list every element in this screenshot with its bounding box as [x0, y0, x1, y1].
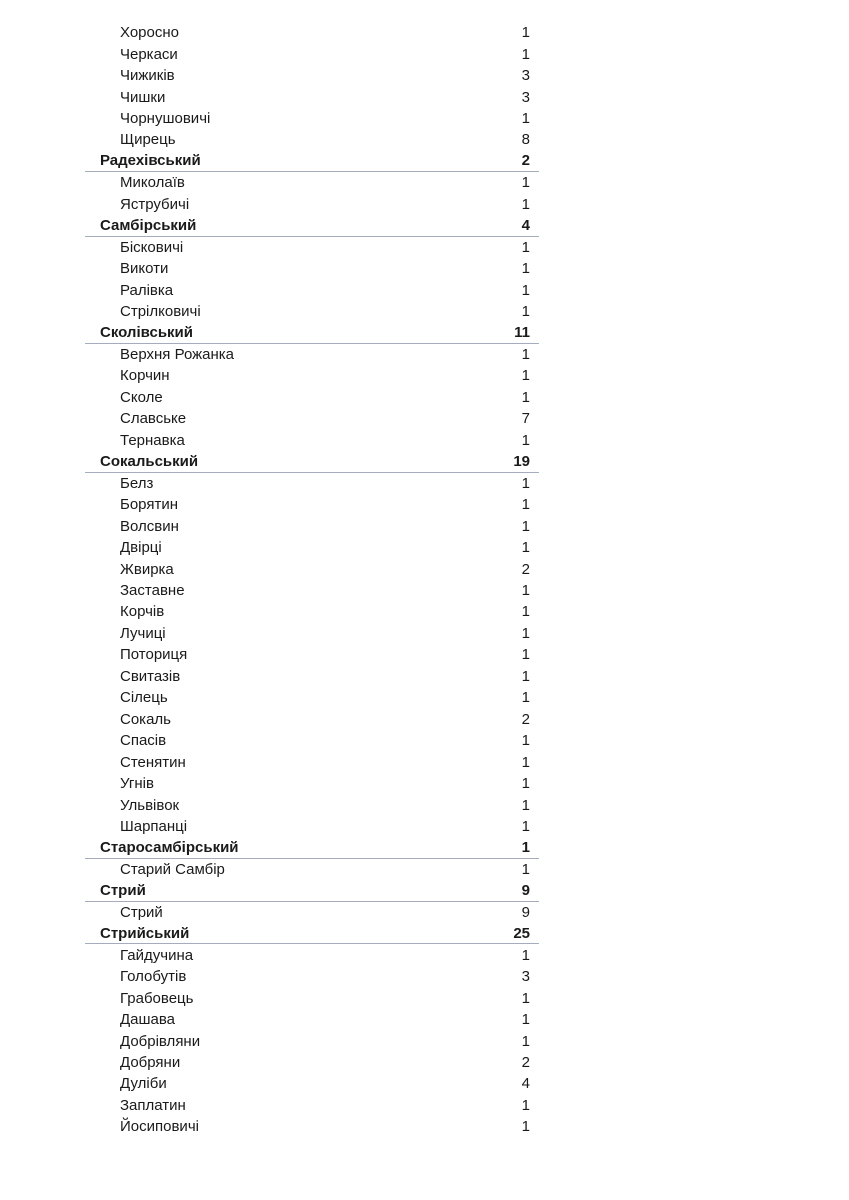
settlement-row — [85, 966, 539, 987]
count-value: 4 — [521, 1075, 530, 1093]
count-value: 11 — [514, 324, 530, 342]
settlement-name: Черкаси — [120, 45, 178, 63]
settlement-row — [85, 365, 539, 386]
settlement-row — [85, 816, 539, 837]
settlement-row — [85, 237, 539, 258]
settlement-name: Корчів — [120, 603, 165, 621]
settlement-name: Миколаїв — [120, 174, 185, 192]
district-name: Самбірський — [100, 216, 197, 234]
settlement-row — [85, 301, 539, 322]
count-value: 2 — [521, 152, 530, 170]
count-value: 1 — [521, 667, 530, 685]
settlement-row — [85, 430, 539, 451]
settlement-name: Заплатин — [120, 1096, 186, 1114]
settlement-name: Стрілковичі — [120, 303, 201, 321]
count-value: 1 — [521, 281, 530, 299]
settlement-row — [85, 1116, 539, 1137]
count-value: 8 — [521, 131, 530, 149]
count-value: 1 — [521, 946, 530, 964]
settlement-name: Грабовець — [120, 989, 194, 1007]
settlement-name: Волсвин — [120, 517, 179, 535]
count-value: 1 — [521, 1032, 530, 1050]
settlement-row — [85, 408, 539, 429]
district-name: Сокальський — [100, 452, 199, 470]
settlement-name: Чишки — [120, 88, 166, 106]
settlement-row — [85, 859, 539, 880]
settlement-name: Поториця — [120, 646, 188, 664]
settlement-row — [85, 730, 539, 751]
settlement-row — [85, 22, 539, 43]
count-value: 1 — [521, 1118, 530, 1136]
count-value: 1 — [521, 1011, 530, 1029]
settlement-name: Хоросно — [120, 24, 179, 42]
count-value: 19 — [513, 452, 530, 470]
settlement-name: Свитазів — [120, 667, 181, 685]
settlement-row — [85, 773, 539, 794]
count-value: 1 — [521, 474, 530, 492]
district-name: Стрий — [100, 881, 146, 899]
count-value: 1 — [521, 45, 530, 63]
count-value: 3 — [521, 88, 530, 106]
settlement-row — [85, 794, 539, 815]
district-row — [85, 880, 539, 901]
settlement-row — [85, 1030, 539, 1051]
settlement-row — [85, 751, 539, 772]
district-row — [85, 837, 539, 858]
settlement-row — [85, 172, 539, 193]
count-value: 1 — [521, 539, 530, 557]
settlement-row — [85, 494, 539, 515]
settlement-name: Йосиповичі — [120, 1118, 199, 1136]
settlement-row — [85, 902, 539, 923]
settlement-row — [85, 108, 539, 129]
settlement-name: Добряни — [120, 1053, 181, 1071]
settlement-name: Голобутів — [120, 968, 187, 986]
settlement-name: Верхня Рожанка — [120, 346, 235, 364]
count-value: 1 — [521, 303, 530, 321]
settlement-row — [85, 580, 539, 601]
count-value: 1 — [521, 646, 530, 664]
settlement-row — [85, 623, 539, 644]
settlement-name: Сілець — [120, 689, 168, 707]
settlement-name: Белз — [120, 474, 154, 492]
count-value: 1 — [521, 1096, 530, 1114]
settlement-row — [85, 86, 539, 107]
settlement-name: Славське — [120, 410, 187, 428]
settlement-row — [85, 43, 539, 64]
district-name: Старосамбірський — [100, 838, 239, 856]
settlement-name: Двірці — [120, 539, 162, 557]
settlement-row — [85, 709, 539, 730]
count-value: 3 — [521, 968, 530, 986]
settlement-row — [85, 1073, 539, 1094]
count-value: 3 — [521, 67, 530, 85]
district-name: Радехівський — [100, 152, 201, 170]
count-value: 1 — [521, 367, 530, 385]
settlement-row — [85, 65, 539, 86]
count-value: 1 — [521, 624, 530, 642]
district-row — [85, 215, 539, 236]
count-value: 1 — [521, 582, 530, 599]
settlement-name: Борятин — [120, 496, 179, 514]
settlement-row — [85, 344, 539, 365]
settlement-name: Яструбичі — [120, 195, 190, 213]
count-value: 1 — [521, 603, 530, 621]
settlement-name: Чижиків — [120, 67, 175, 85]
settlement-name: Гайдучина — [120, 946, 194, 964]
count-value: 1 — [521, 796, 530, 814]
settlement-row — [85, 1095, 539, 1116]
settlement-row — [85, 473, 539, 494]
count-value: 1 — [521, 775, 530, 793]
settlement-row — [85, 558, 539, 579]
settlement-name: Сокаль — [120, 710, 171, 728]
count-value: 1 — [521, 24, 530, 42]
count-value: 1 — [521, 388, 530, 406]
settlement-row — [85, 1052, 539, 1073]
settlement-row — [85, 537, 539, 558]
count-value: 1 — [521, 838, 530, 856]
district-row — [85, 451, 539, 472]
settlement-name: Лучиці — [120, 624, 166, 642]
settlement-name: Тернавка — [120, 431, 185, 449]
settlement-row — [85, 644, 539, 665]
settlement-name: Чорнушовичі — [120, 110, 211, 128]
count-value: 1 — [521, 346, 530, 364]
settlement-name: Викоти — [120, 260, 169, 278]
settlement-row — [85, 515, 539, 536]
settlement-row — [85, 387, 539, 408]
settlements-count-table — [85, 22, 539, 1138]
district-row — [85, 322, 539, 343]
settlement-row — [85, 129, 539, 150]
settlement-name: Ралівка — [120, 281, 174, 299]
count-value: 1 — [521, 517, 530, 535]
settlement-name: Корчин — [120, 367, 170, 385]
count-value: 9 — [521, 881, 530, 899]
settlement-name: Дуліби — [120, 1075, 167, 1093]
count-value: 7 — [521, 410, 530, 428]
count-value: 2 — [521, 710, 530, 728]
count-value: 2 — [521, 560, 530, 578]
district-row — [85, 923, 539, 944]
settlement-row — [85, 1009, 539, 1030]
settlement-name: Жвирка — [120, 560, 174, 578]
count-value: 1 — [521, 689, 530, 707]
settlement-row — [85, 601, 539, 622]
district-name: Стрийський — [100, 924, 190, 942]
count-value: 1 — [521, 260, 530, 278]
count-value: 1 — [521, 238, 530, 256]
count-value: 9 — [521, 903, 530, 921]
settlement-row — [85, 279, 539, 300]
settlement-name: Угнів — [120, 775, 154, 793]
settlement-name: Біcковичі — [120, 238, 184, 256]
settlement-name: Добрівляни — [120, 1032, 201, 1050]
count-value: 1 — [521, 496, 530, 514]
settlement-row — [85, 687, 539, 708]
settlement-name: Стенятин — [120, 753, 186, 771]
settlement-name: Ульвівок — [120, 796, 180, 814]
count-value: 1 — [521, 989, 530, 1007]
count-value: 1 — [521, 431, 530, 449]
settlement-name: Шарпанці — [120, 817, 188, 835]
settlement-name: Старий Самбір — [120, 860, 225, 878]
settlement-row — [85, 258, 539, 279]
settlement-row — [85, 944, 539, 965]
settlement-name: Стрий — [120, 903, 163, 921]
settlement-row — [85, 194, 539, 215]
district-row — [85, 151, 539, 172]
count-value: 1 — [521, 195, 530, 213]
settlement-name: Щирець — [120, 131, 176, 149]
count-value: 2 — [521, 1053, 530, 1071]
count-value: 1 — [521, 110, 530, 128]
count-value: 1 — [521, 860, 530, 878]
settlement-row — [85, 987, 539, 1008]
count-value: 1 — [521, 174, 530, 192]
settlement-name: Сколе — [120, 388, 163, 406]
district-name: Сколівський — [100, 324, 193, 342]
settlement-name: Дашава — [120, 1011, 176, 1029]
count-value: 1 — [521, 732, 530, 750]
settlement-name: Спасів — [120, 732, 167, 750]
count-value: 25 — [513, 924, 530, 942]
count-value: 1 — [521, 753, 530, 771]
count-value: 1 — [521, 817, 530, 835]
settlement-row — [85, 666, 539, 687]
settlement-name: Заставне — [120, 582, 185, 599]
count-value: 4 — [521, 216, 530, 234]
